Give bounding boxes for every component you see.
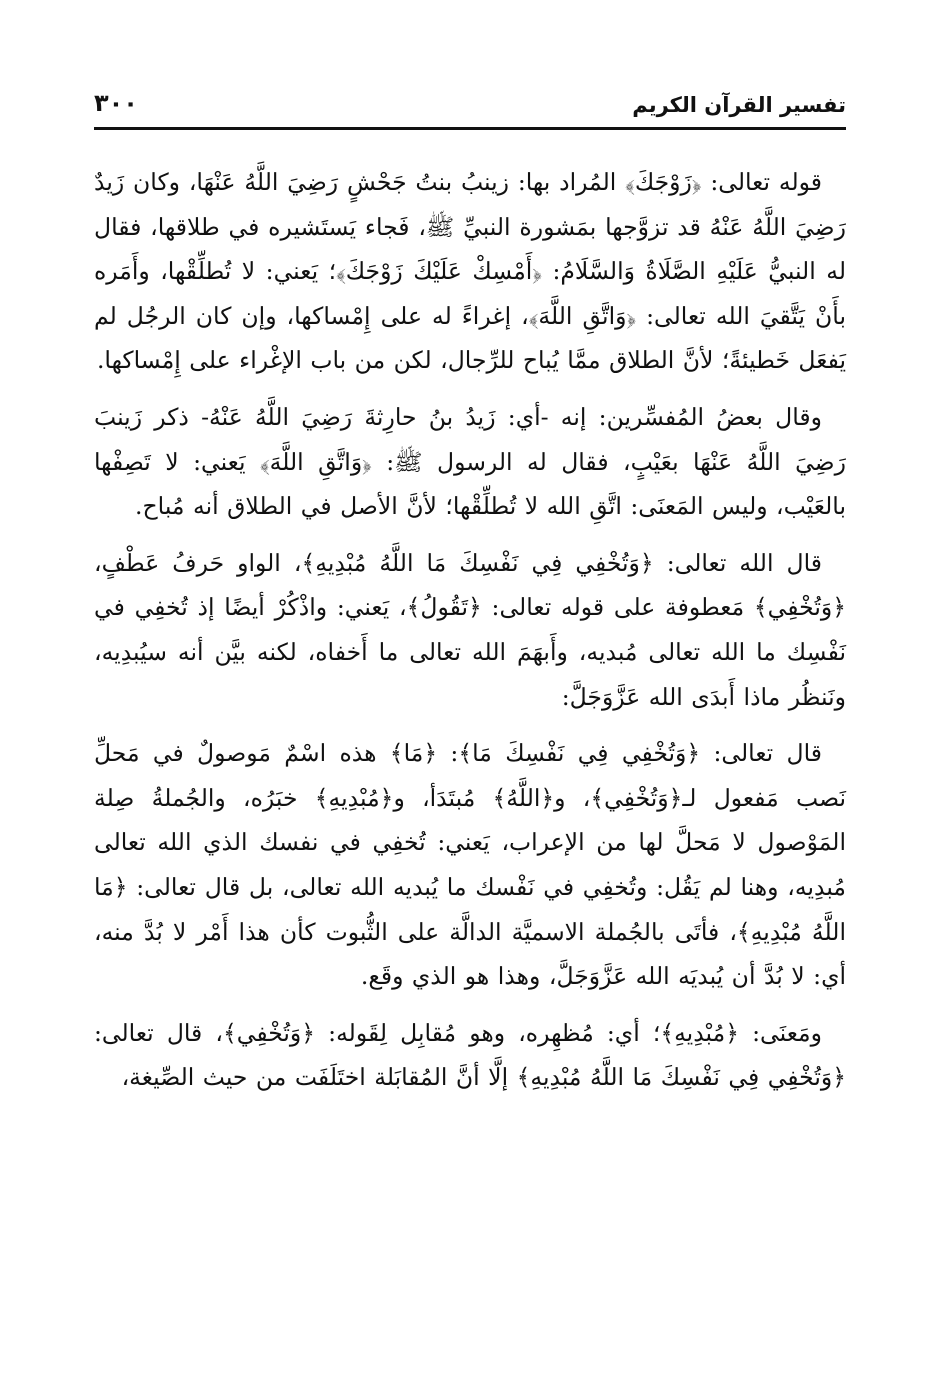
running-header <box>94 88 846 128</box>
paragraph-5: ومَعنَى: ﴿مُبْدِيهِ﴾؛ أي: مُظهِره، وهو مُقابِل لِقَوله: ﴿وَتُخْفِي﴾، قال تعالى: ﴿وَتُخْفِي فِي نَفْسِكَ مَا اللَّهُ مُبْدِيهِ﴾ إلَّا أنَّ المُقابَلة اختَلَفَت من حيث الصِّيغة، <box>94 1018 846 1092</box>
book-title: تفسير القرآن الكريم <box>632 93 846 117</box>
paragraph-4: قال تعالى: ﴿وَتُخْفِي فِي نَفْسِكَ مَا﴾: ﴿مَا﴾ هذه اسْمٌ مَوصولٌ في مَحلِّ نَصب مَفعول لـ﴿وَتُخْفِي﴾، و﴿اللَّهُ﴾ مُبتَدَأ، و﴿مُبْدِيهِ﴾ خبَرُه، والجُملةُ صِلة المَوْصول لا مَحلَّ لها من الإعراب، يَعني: تُخفِي في نفسك الذي الله تعالى مُبدِيه، وهنا لم يَقُل: وتُخفِي في نَفْسك ما يُبديه الله تعالى، بل قال تعالى: ﴿مَا اللَّهُ مُبْدِيهِ﴾، فأتَى بالجُملة الاسميَّة الدالَّة على الثُّبوت كأن هذا أَمْر لا بُدَّ منه، أي: لا بُدَّ أن يُبديَه الله عَزَّوَجَلَّ، وهذا هو الذي وقَع. <box>94 739 846 991</box>
paragraph-3: قال الله تعالى: ﴿وَتُخْفِي فِي نَفْسِكَ مَا اللَّهُ مُبْدِيهِ﴾، الواو حَرفُ عَطْفٍ، ﴿وَتُخْفِي﴾ مَعطوفة على قوله تعالى: ﴿تَقُولُ﴾، يَعني: واذْكُرْ أيضًا إذ تُخفِي في نَفْسِك ما الله تعالى مُبديه، وأَبهَمَ الله تعالى ما أَخفاه، لكنه بيَّن أنه سيُبدِيه، ونَنظُر ماذا أَبدَى الله عَزَّوَجَلَّ: <box>94 548 846 711</box>
header-rule <box>94 127 846 130</box>
paragraph-1: قوله تعالى: ﴿زَوْجَكَ﴾ المُراد بها: زينبُ بنتُ جَحْشٍ رَضِيَ اللَّهُ عَنْهَا، وكان زَيدٌ رَضِيَ اللَّهُ عَنْهُ قد تزوَّجها بمَشورة النبيِّ ﷺ، فَجاء يَستَشيره في طلاقها، فقال له النبيُّ عَلَيْهِ الصَّلَاةُ وَالسَّلَامُ: ﴿أَمْسِكْ عَلَيْكَ زَوْجَكَ﴾؛ يَعني: لا تُطلِّقْها، وأَمَره بأَنْ يَتَّقيَ الله تعالى: ﴿وَاتَّقِ اللَّهَ﴾، إغراءً له على إِمْساكها، وإن كان الرجُل لم يَفعَل خَطيئةً؛ لأنَّ الطلاق ممَّا يُباح للرِّجال، لكن من باب الإغْراء على إِمْساكها. <box>94 168 846 375</box>
paragraph-2: وقال بعضُ المُفسِّرين: إنه -أي: زَيدُ بنُ حارِثةَ رَضِيَ اللَّهُ عَنْهُ- ذكر زَينبَ رَضِيَ اللَّهُ عَنْهَا بعَيْبٍ، فقال له الرسول ﷺ: ﴿وَاتَّقِ اللَّهَ﴾ يَعني: لا تَصِفْها بالعَيْب، وليس المَعنَى: اتَّقِ الله لا تُطلِّقْها؛ لأنَّ الأصل في الطلاق أنه مُباح. <box>94 402 846 521</box>
page-body <box>94 160 846 1112</box>
page-number: ٣٠٠ <box>94 89 138 117</box>
